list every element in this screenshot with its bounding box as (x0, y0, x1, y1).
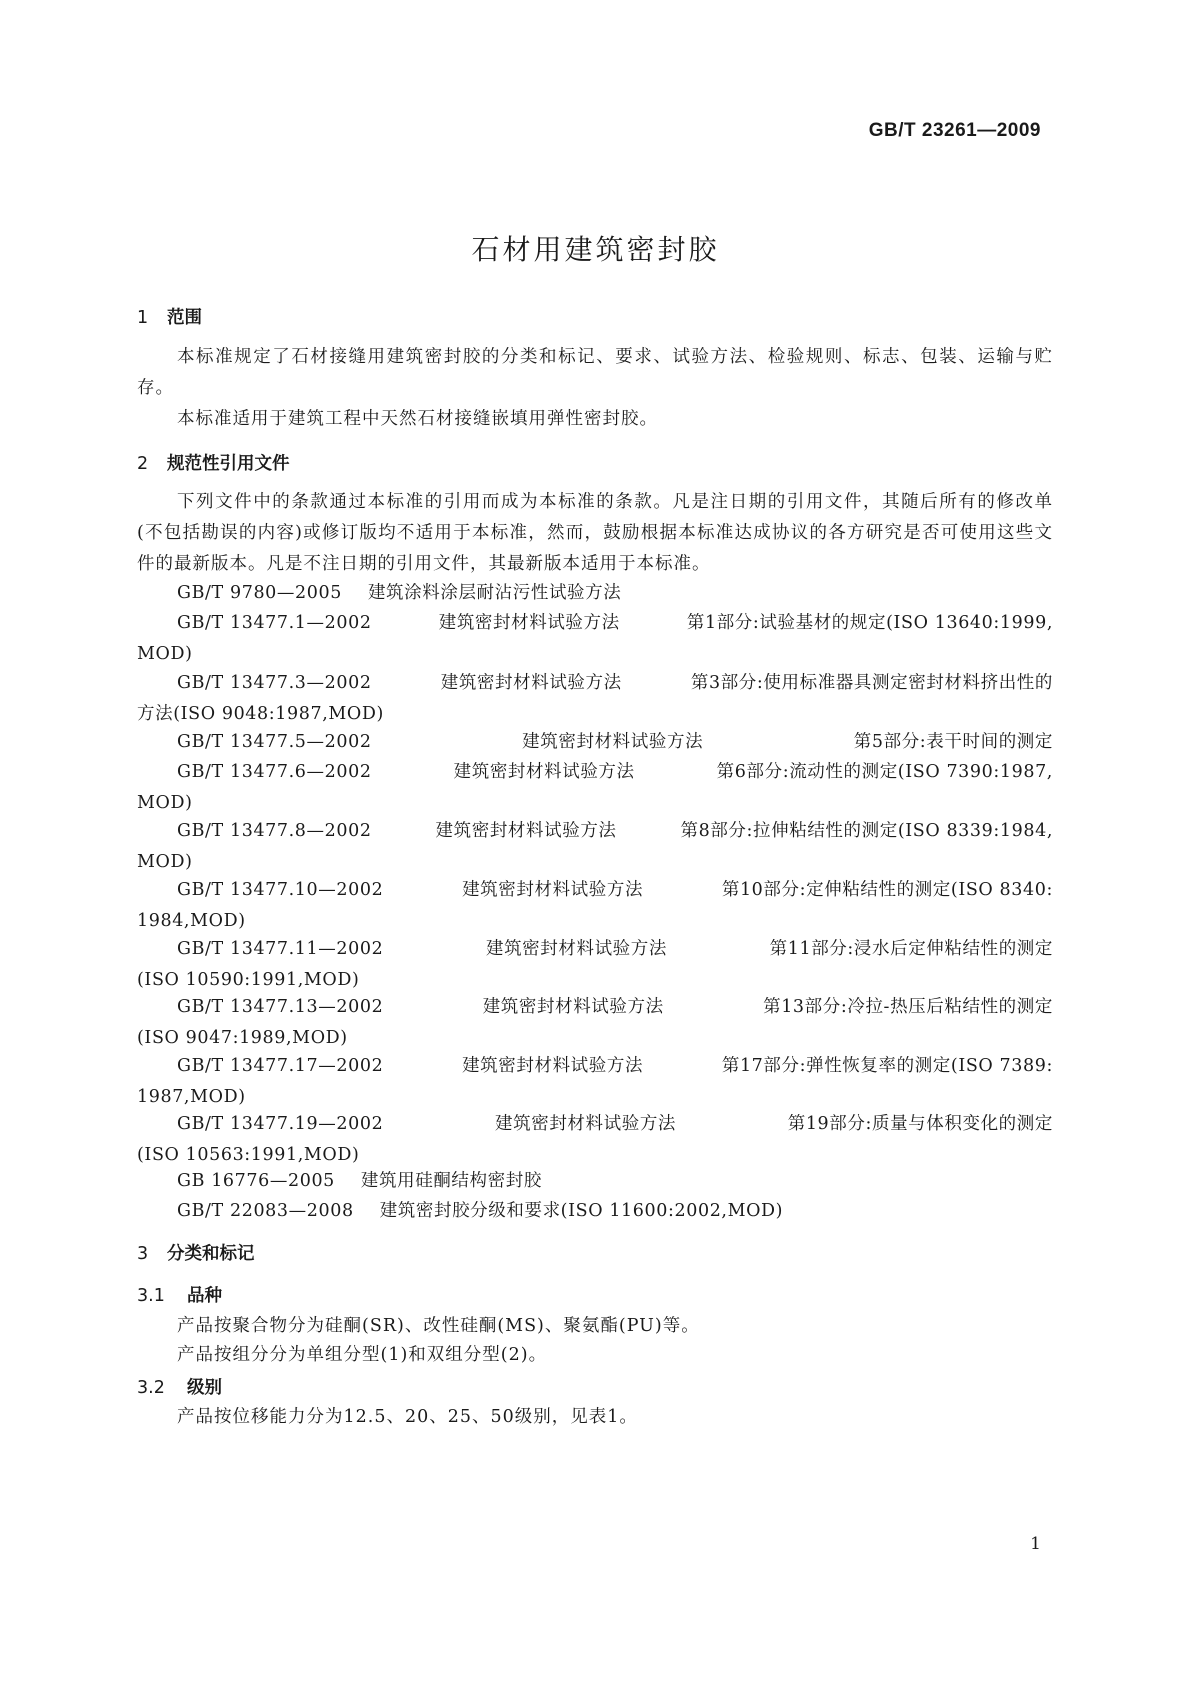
reference-continuation: (ISO 10590:1991,MOD) (137, 970, 360, 990)
reference-part: 第3部分:使用标准器具测定密封材料挤出性的 (690, 673, 1053, 693)
section-3-heading (137, 1240, 255, 1265)
reference-part: 第8部分:拉伸粘结性的测定(ISO 8339:1984, (680, 821, 1053, 841)
section-3-1-paragraph-1: 产品按聚合物分为硅酮(SR)、改性硅酮(MS)、聚氨酯(PU)等。 (177, 1316, 700, 1336)
reference-title: 建筑密封胶分级和要求(ISO 11600:2002,MOD) (379, 1201, 784, 1221)
reference-item (137, 608, 1053, 670)
section-number: 3 (137, 1244, 149, 1264)
reference-title: 建筑密封材料试验方法 (438, 613, 620, 633)
section-1-paragraph-2: 本标准适用于建筑工程中天然石材接缝嵌填用弹性密封胶。 (177, 409, 658, 429)
reference-line (137, 934, 1053, 965)
reference-item (137, 1196, 1053, 1227)
reference-continuation: 1987,MOD) (137, 1087, 246, 1107)
reference-title: 建筑涂料涂层耐沾污性试验方法 (367, 583, 622, 603)
reference-line (137, 1196, 1053, 1227)
reference-part: 第10部分:定伸粘结性的测定(ISO 8340: (721, 880, 1053, 900)
reference-code: GB/T 13477.13—2002 (177, 997, 384, 1017)
reference-line (137, 816, 1053, 847)
section-3-1-paragraph-2: 产品按组分分为单组分型(1)和双组分型(2)。 (177, 1345, 548, 1365)
reference-code: GB/T 13477.8—2002 (177, 821, 372, 841)
reference-item (137, 1166, 1053, 1197)
reference-code: GB/T 13477.3—2002 (177, 673, 372, 693)
reference-title: 建筑密封材料试验方法 (482, 997, 664, 1017)
reference-title: 建筑密封材料试验方法 (462, 880, 644, 900)
reference-title: 建筑密封材料试验方法 (440, 673, 622, 693)
reference-item (137, 757, 1053, 819)
reference-item (137, 992, 1053, 1054)
section-title: 范围 (167, 308, 202, 328)
reference-part: 第11部分:浸水后定伸粘结性的测定 (769, 939, 1053, 959)
reference-title: 建筑密封材料试验方法 (485, 939, 667, 959)
reference-code: GB/T 22083—2008 (177, 1201, 354, 1221)
reference-code: GB/T 13477.11—2002 (177, 939, 384, 959)
section-title: 级别 (187, 1378, 222, 1398)
reference-code: GB 16776—2005 (177, 1171, 335, 1191)
section-1-heading (137, 304, 202, 329)
reference-title: 建筑用硅酮结构密封胶 (360, 1171, 542, 1191)
section-title: 品种 (187, 1286, 222, 1306)
section-number: 3.1 (137, 1286, 165, 1306)
section-3-2-paragraph-1: 产品按位移能力分为12.5、20、25、50级别，见表1。 (177, 1407, 638, 1427)
reference-line (137, 578, 1053, 609)
reference-continuation: 1984,MOD) (137, 911, 246, 931)
reference-item (137, 934, 1053, 996)
reference-continuation: MOD) (137, 644, 193, 664)
reference-line (137, 608, 1053, 639)
reference-line (137, 1109, 1053, 1140)
reference-continuation: (ISO 9047:1989,MOD) (137, 1028, 348, 1048)
reference-part: 第13部分:冷拉-热压后粘结性的测定 (763, 997, 1053, 1017)
page-number: 1 (1030, 1534, 1041, 1554)
reference-continuation: MOD) (137, 852, 193, 872)
reference-part: 第17部分:弹性恢复率的测定(ISO 7389: (721, 1056, 1053, 1076)
reference-part: 第5部分:表干时间的测定 (853, 732, 1053, 752)
reference-title: 建筑密封材料试验方法 (522, 732, 704, 752)
reference-line (137, 757, 1053, 788)
section-number: 3.2 (137, 1378, 165, 1398)
reference-code: GB/T 13477.5—2002 (177, 732, 372, 752)
reference-code: GB/T 13477.17—2002 (177, 1056, 384, 1076)
reference-line (137, 875, 1053, 906)
reference-continuation: 方法(ISO 9048:1987,MOD) (137, 704, 384, 724)
reference-line (137, 727, 1053, 758)
reference-item (137, 668, 1053, 730)
reference-line (137, 1166, 1053, 1197)
section-3-2-heading (137, 1374, 222, 1399)
reference-line (137, 1051, 1053, 1082)
section-1-paragraph-1: 本标准规定了石材接缝用建筑密封胶的分类和标记、要求、试验方法、检验规则、标志、包装、运输与贮存。 (137, 347, 1053, 398)
reference-code: GB/T 13477.19—2002 (177, 1114, 384, 1134)
reference-part: 第19部分:质量与体积变化的测定 (787, 1114, 1053, 1134)
reference-title: 建筑密封材料试验方法 (435, 821, 617, 841)
reference-item (137, 1051, 1053, 1113)
reference-item (137, 578, 1053, 609)
section-2-heading (137, 450, 290, 475)
reference-item (137, 816, 1053, 878)
reference-code: GB/T 13477.10—2002 (177, 880, 384, 900)
reference-title: 建筑密封材料试验方法 (495, 1114, 677, 1134)
section-number: 1 (137, 308, 149, 328)
reference-item (137, 727, 1053, 758)
reference-item (137, 875, 1053, 937)
reference-code: GB/T 13477.1—2002 (177, 613, 372, 633)
reference-title: 建筑密封材料试验方法 (453, 762, 635, 782)
section-title: 规范性引用文件 (167, 454, 290, 474)
section-number: 2 (137, 454, 149, 474)
section-2-intro: 下列文件中的条款通过本标准的引用而成为本标准的条款。凡是注日期的引用文件，其随后所有的修改单(不包括勘误的内容)或修订版均不适用于本标准，然而，鼓励根据本标准达成协议的各方研究是否可使用这些文件的最新版本。凡是不注日期的引用文件，其最新版本适用于本标准。 (137, 492, 1053, 574)
section-3-1-heading (137, 1282, 222, 1307)
reference-continuation: (ISO 10563:1991,MOD) (137, 1145, 360, 1165)
reference-line (137, 992, 1053, 1023)
reference-code: GB/T 9780—2005 (177, 583, 342, 603)
document-title: 石材用建筑密封胶 (471, 233, 720, 266)
reference-part: 第6部分:流动性的测定(ISO 7390:1987, (716, 762, 1053, 782)
standard-code: GB/T 23261—2009 (868, 120, 1041, 141)
reference-continuation: MOD) (137, 793, 193, 813)
reference-line (137, 668, 1053, 699)
section-title: 分类和标记 (167, 1244, 255, 1264)
reference-code: GB/T 13477.6—2002 (177, 762, 372, 782)
reference-title: 建筑密封材料试验方法 (462, 1056, 644, 1076)
reference-part: 第1部分:试验基材的规定(ISO 13640:1999, (686, 613, 1053, 633)
reference-item (137, 1109, 1053, 1171)
